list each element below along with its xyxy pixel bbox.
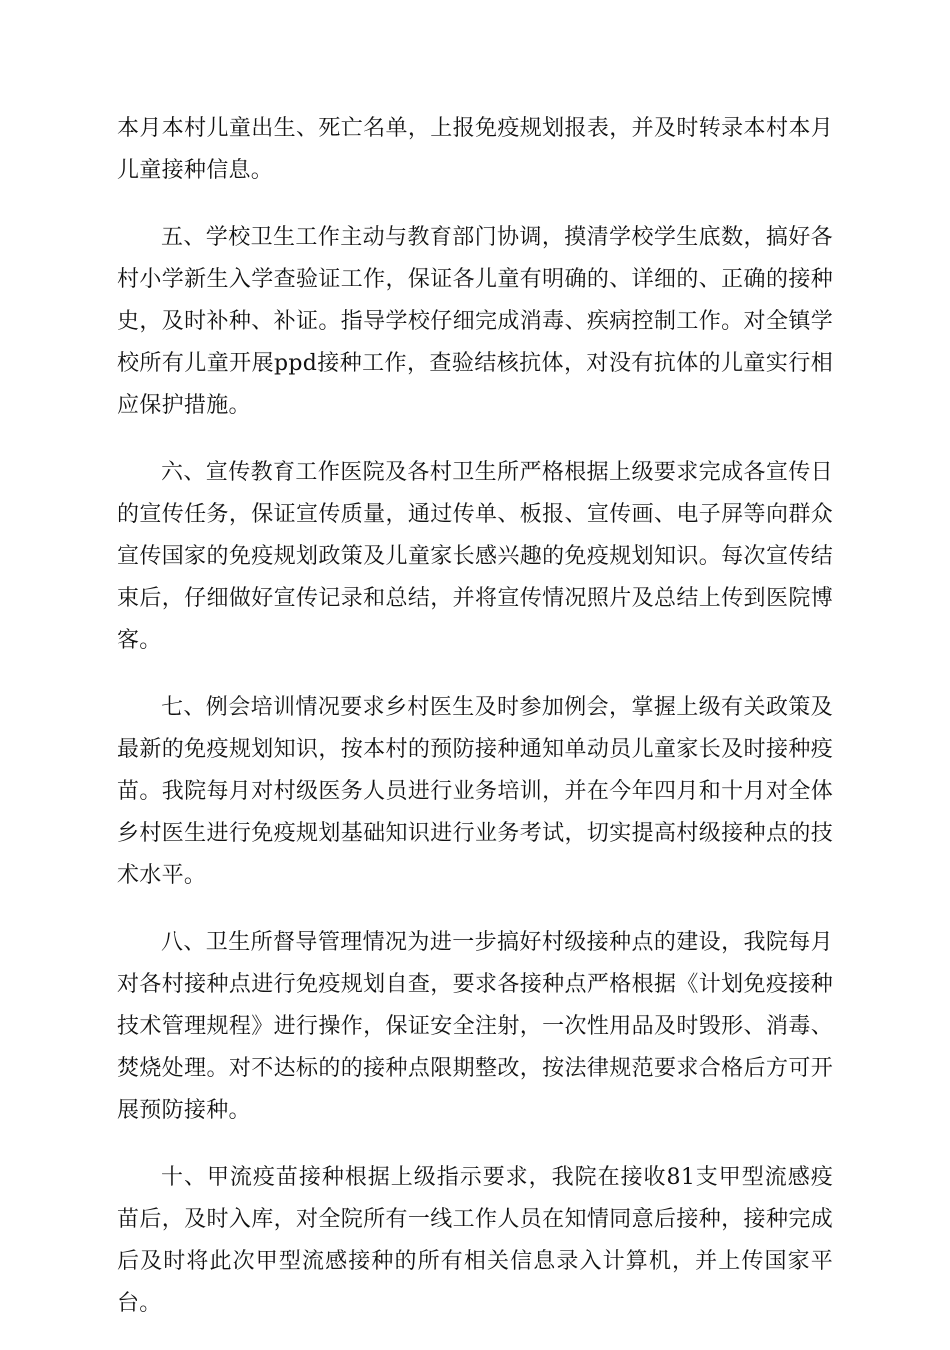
paragraph-section-7-training: 七、例会培训情况要求乡村医生及时参加例会，掌握上级有关政策及最新的免疫规划知识，按本村的预防接种通知单动员儿童家长及时接种疫苗。我院每月对村级医务人员进行业务培训，并在今年四月和十月对全体乡村医生进行免疫规划基础知识进行业务考试，切实提高村级接种点的技术水平。 <box>117 695 833 888</box>
document-body <box>117 108 833 1350</box>
paragraph-section-8-supervision: 八、卫生所督导管理情况为进一步搞好村级接种点的建设，我院每月对各村接种点进行免疫规划自查，要求各接种点严格根据《计划免疫接种技术管理规程》进行操作，保证安全注射，一次性用品及时毁形、消毒、焚烧处理。对不达标的的接种点限期整改，按法律规范要求合格后方可开展预防接种。 <box>117 930 833 1123</box>
paragraph-section-6-publicity: 六、宣传教育工作医院及各村卫生所严格根据上级要求完成各宣传日的宣传任务，保证宣传质量，通过传单、板报、宣传画、电子屏等向群众宣传国家的免疫规划政策及儿童家长感兴趣的免疫规划知识。每次宣传结束后，仔细做好宣传记录和总结，并将宣传情况照片及总结上传到医院博客。 <box>117 460 833 653</box>
paragraph-section-10-h1n1-vaccine: 十、甲流疫苗接种根据上级指示要求，我院在接收81支甲型流感疫苗后，及时入库，对全院所有一线工作人员在知情同意后接种，接种完成后及时将此次甲型流感接种的所有相关信息录入计算机，并上传国家平台。 <box>117 1165 833 1316</box>
paragraph-section-5-school-health: 五、学校卫生工作主动与教育部门协调，摸清学校学生底数，搞好各村小学新生入学查验证工作，保证各儿童有明确的、详细的、正确的接种史，及时补种、补证。指导学校仔细完成消毒、疾病控制工作。对全镇学校所有儿童开展ppd接种工作，查验结核抗体，对没有抗体的儿童实行相应保护措施。 <box>117 225 833 418</box>
paragraph-continuation: 本月本村儿童出生、死亡名单，上报免疫规划报表，并及时转录本村本月儿童接种信息。 <box>117 116 833 183</box>
